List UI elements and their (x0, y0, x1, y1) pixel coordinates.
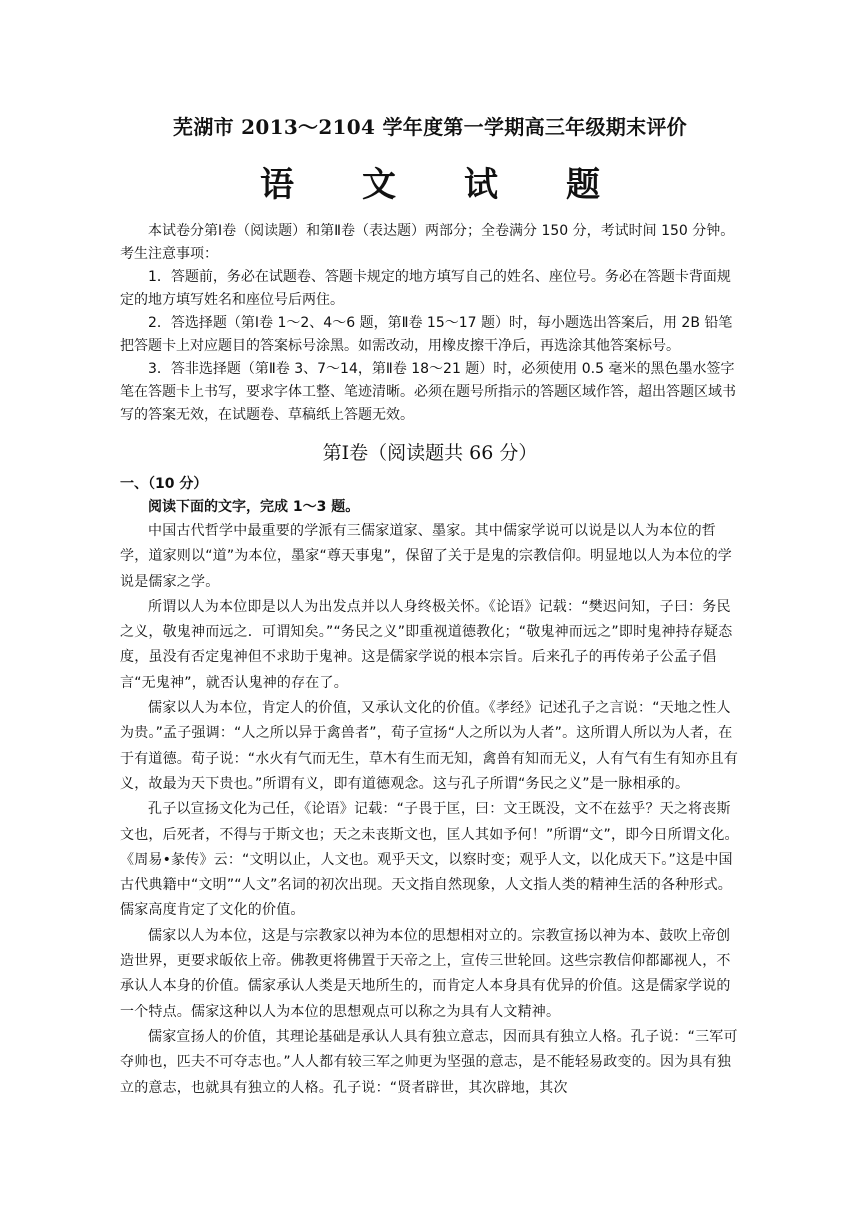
school-title: 芜湖市 2013～2104 学年度第一学期高三年级期末评价 (173, 115, 687, 139)
passage-paragraph: 所谓以人为本位即是以人为出发点并以人身终极关怀。《论语》记载：“樊迟问知，子曰：务民之义，敬鬼神而远之．可谓知矣。”“务民之义”即重视道德教化；“敬鬼神而远之”即时鬼神持存疑态度，虽没有否定鬼神但不求助于鬼神。这是儒家学说的根本宗旨。后来孔子的再传弟子公孟子倡言“无鬼神”，就否认鬼神的存在了。 (120, 598, 733, 691)
note-item: 2．答选择题（第Ⅰ卷 1～2、4～6 题，第Ⅱ卷 15～17 题）时，每小题选出答案后，用 2B 铅笔把答题卡上对应题目的答案标号涂黑。如需改动，用橡皮擦干净后，再选涂其他答案标号。 (120, 315, 733, 354)
passage-paragraph: 中国古代哲学中最重要的学派有三儒家道家、墨家。其中儒家学说可以说是以人为本位的哲学，道家则以“道”为本位，墨家“尊天事鬼”，保留了关于是鬼的宗教信仰。明显地以人为本位的学说是儒家之学。 (120, 523, 733, 590)
note-item: 3．答非选择题（第Ⅱ卷 3、7～14，第Ⅱ卷 18～21 题）时，必须使用 0.5 毫米的黑色墨水签字笔在答题卡上书写，要求字体工整、笔迹清晰。必须在题号所指示的答题区域作答，超出答题区域书写的答案无效，在试题卷、草稿纸上答题无效。 (120, 361, 736, 423)
part-label: 一、（10 分） (120, 476, 208, 492)
notes-section (120, 243, 740, 427)
main-title: 语 文 试 题 (260, 165, 600, 205)
passage-paragraph: 儒家宣扬人的价值，其理论基础是承认人具有独立意志，因而具有独立人格。孔子说：“三军可夺帅也，匹夫不可夺志也。”人人都有较三军之帅更为坚强的意志，是不能轻易政变的。因为具有独立的意志，也就具有独立的人格。孔子说：“贤者辟世，其次辟地，其次 (120, 1028, 738, 1096)
notes-label: 考生注意事项： (120, 246, 218, 262)
reading-instruction: 阅读下面的文字，完成 1～3 题。 (148, 499, 360, 515)
passage-paragraph: 儒家以人为本位，肯定人的价值，又承认文化的价值。《孝经》记述孔子之言说：“天地之性人为贵。”孟子强调：“人之所以异于禽兽者”，荀子宣扬“人之所以为人者”。这所谓人所以为人者，在于有道德。荀子说：“水火有气而无生，草木有生而无知，禽兽有知而无义，人有气有生有知亦且有义，故最为天下贵也。”所谓有义，即有道德观念。这与孔子所谓“务民之义”是一脉相承的。 (120, 700, 739, 792)
passage-paragraph: 儒家以人为本位，这是与宗教家以神为本位的思想相对立的。宗教宣扬以神为本、鼓吹上帝创造世界，更要求皈依上帝。佛教更将佛置于天帝之上，宣传三世轮回。这些宗教信仰都鄙视人，不承认人本身的价值。儒家承认人类是天地所生的，而肯定人本身具有优异的价值。这是儒家学说的一个特点。儒家这种以人为本位的思想观点可以称之为具有人文精神。 (120, 927, 731, 1020)
reading-passage (120, 519, 740, 1101)
note-item: 1．答题前，务必在试题卷、答题卡规定的地方填写自己的姓名、座位号。务必在答题卡背面规定的地方填写姓名和座位号后两住。 (120, 269, 731, 308)
section-title: 第Ⅰ卷（阅读题共 66 分） (322, 442, 538, 464)
page-content (120, 112, 740, 1101)
intro-text: 本试卷分第Ⅰ卷（阅读题）和第Ⅱ卷（表达题）两部分；全卷满分 150 分，考试时间 150 分钟。 (148, 223, 735, 239)
passage-paragraph: 孔子以宣扬文化为己任，《论语》记载：“子畏于匡，曰：文王既没，文不在兹乎？天之将丧斯文也，后死者，不得与于斯文也；天之未丧斯文也，匡人其如予何！”所谓“文”，即今日所谓文化。《周易•彖传》云：“文明以止，人文也。观乎天文，以察时变；观乎人文，以化成天下。”这是中国古代典籍中“文明”“人文”名词的初次出现。天文指自然现象，人文指人类的精神生活的各种形式。儒家高度肯定了文化的价值。 (120, 801, 739, 919)
